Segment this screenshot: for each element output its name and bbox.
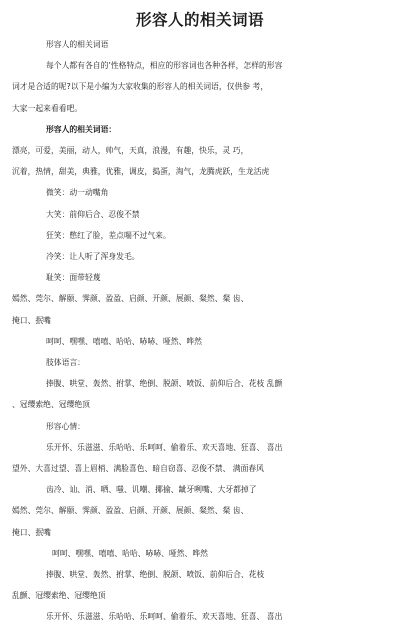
text-line: 嫣然、莞尔、解颐、霁颜、盈盈、启颜、开颜、展颜、粲然、粲 齿、 bbox=[12, 506, 249, 516]
text-line: 、冠缨索绝、冠缨绝顶 bbox=[12, 400, 90, 410]
document-body bbox=[12, 34, 392, 628]
text-line: 掩口、抿嘴 bbox=[12, 315, 51, 325]
text-line: 大家一起来看看吧。 bbox=[12, 103, 83, 113]
text-line: 沉着，热情，甜美，典雅，优雅，调皮，捣蛋，淘气，龙腾虎跃，生龙活虎 bbox=[12, 167, 270, 177]
text-line: 望外、大喜过望、喜上眉梢、满脸喜色、暗自窃喜、忍俊不禁、 满面春风 bbox=[12, 464, 264, 474]
text-line: 每个人都有各自的’性格特点，相应的形容词也各种各样，怎样的形容 bbox=[46, 61, 283, 71]
text-line: 捧腹、哄堂、轰然、拊掌、绝倒、脱颌、喷饭、前仰后合、花枝 乱颤 bbox=[46, 379, 283, 389]
text-line: 耻笑：面带轻蔑 bbox=[46, 273, 101, 283]
text-line: 嫣然、莞尔、解颐、霁颜、盈盈、启颜、开颜、展颜、粲然、粲 齿、 bbox=[12, 294, 249, 304]
text-line: 呵呵、嘿嘿、嘻嘻、哈哈、哧哧、哑然、哗然 bbox=[46, 336, 202, 346]
text-line: 形容心情： bbox=[46, 421, 85, 431]
text-line: 齿冷、讪、消、哂、嗤、讥嘲、揶揄、龇牙咧嘴、大牙都掉了 bbox=[46, 485, 257, 495]
text-line: 乱颤、冠缨索绝、冠缨绝顶 bbox=[12, 591, 106, 601]
text-line: 乐开怀、乐滋滋、乐哈哈、乐呵呵、偷着乐、欢天喜地、狂喜、 喜出 bbox=[46, 612, 283, 622]
text-line: 乐开怀、乐滋滋、乐哈哈、乐呵呵、偷着乐、欢天喜地、狂喜、 喜出 bbox=[46, 442, 283, 452]
text-line: 形容人的相关词语 bbox=[46, 40, 109, 49]
text-line: 漂亮，可爱，美丽，动人，帅气，天真，浪漫，有趣，快乐，灵 巧， bbox=[12, 146, 249, 156]
page-title: 形容人的相关词语 bbox=[135, 11, 264, 29]
text-line: 冷笑：让人听了浑身发毛。 bbox=[46, 252, 140, 262]
text-line: 捧腹、哄堂、轰然、拊掌、绝倒、脱颌、喷饭、前仰后合、花枝 bbox=[46, 570, 265, 580]
text-line: 呵呵、嘿嘿、嘻嘻、哈哈、哧哧、哑然、哗然 bbox=[52, 548, 208, 558]
text-line: 狂笑：憋红了脸，差点喘不过气来。 bbox=[46, 230, 171, 240]
text-line: 词才是合适的呢?以下是小编为大家收集的形容人的相关词语，仅供参 考， bbox=[12, 82, 269, 92]
text-line: 微笑：动一动嘴角 bbox=[46, 188, 109, 198]
text-line: 大笑：前仰后合、忍俊不禁 bbox=[46, 209, 140, 219]
text-line: 形容人的相关词语： bbox=[46, 124, 117, 134]
text-line: 肢体语言： bbox=[46, 358, 85, 368]
text-line: 掩口、抿嘴 bbox=[12, 527, 51, 537]
